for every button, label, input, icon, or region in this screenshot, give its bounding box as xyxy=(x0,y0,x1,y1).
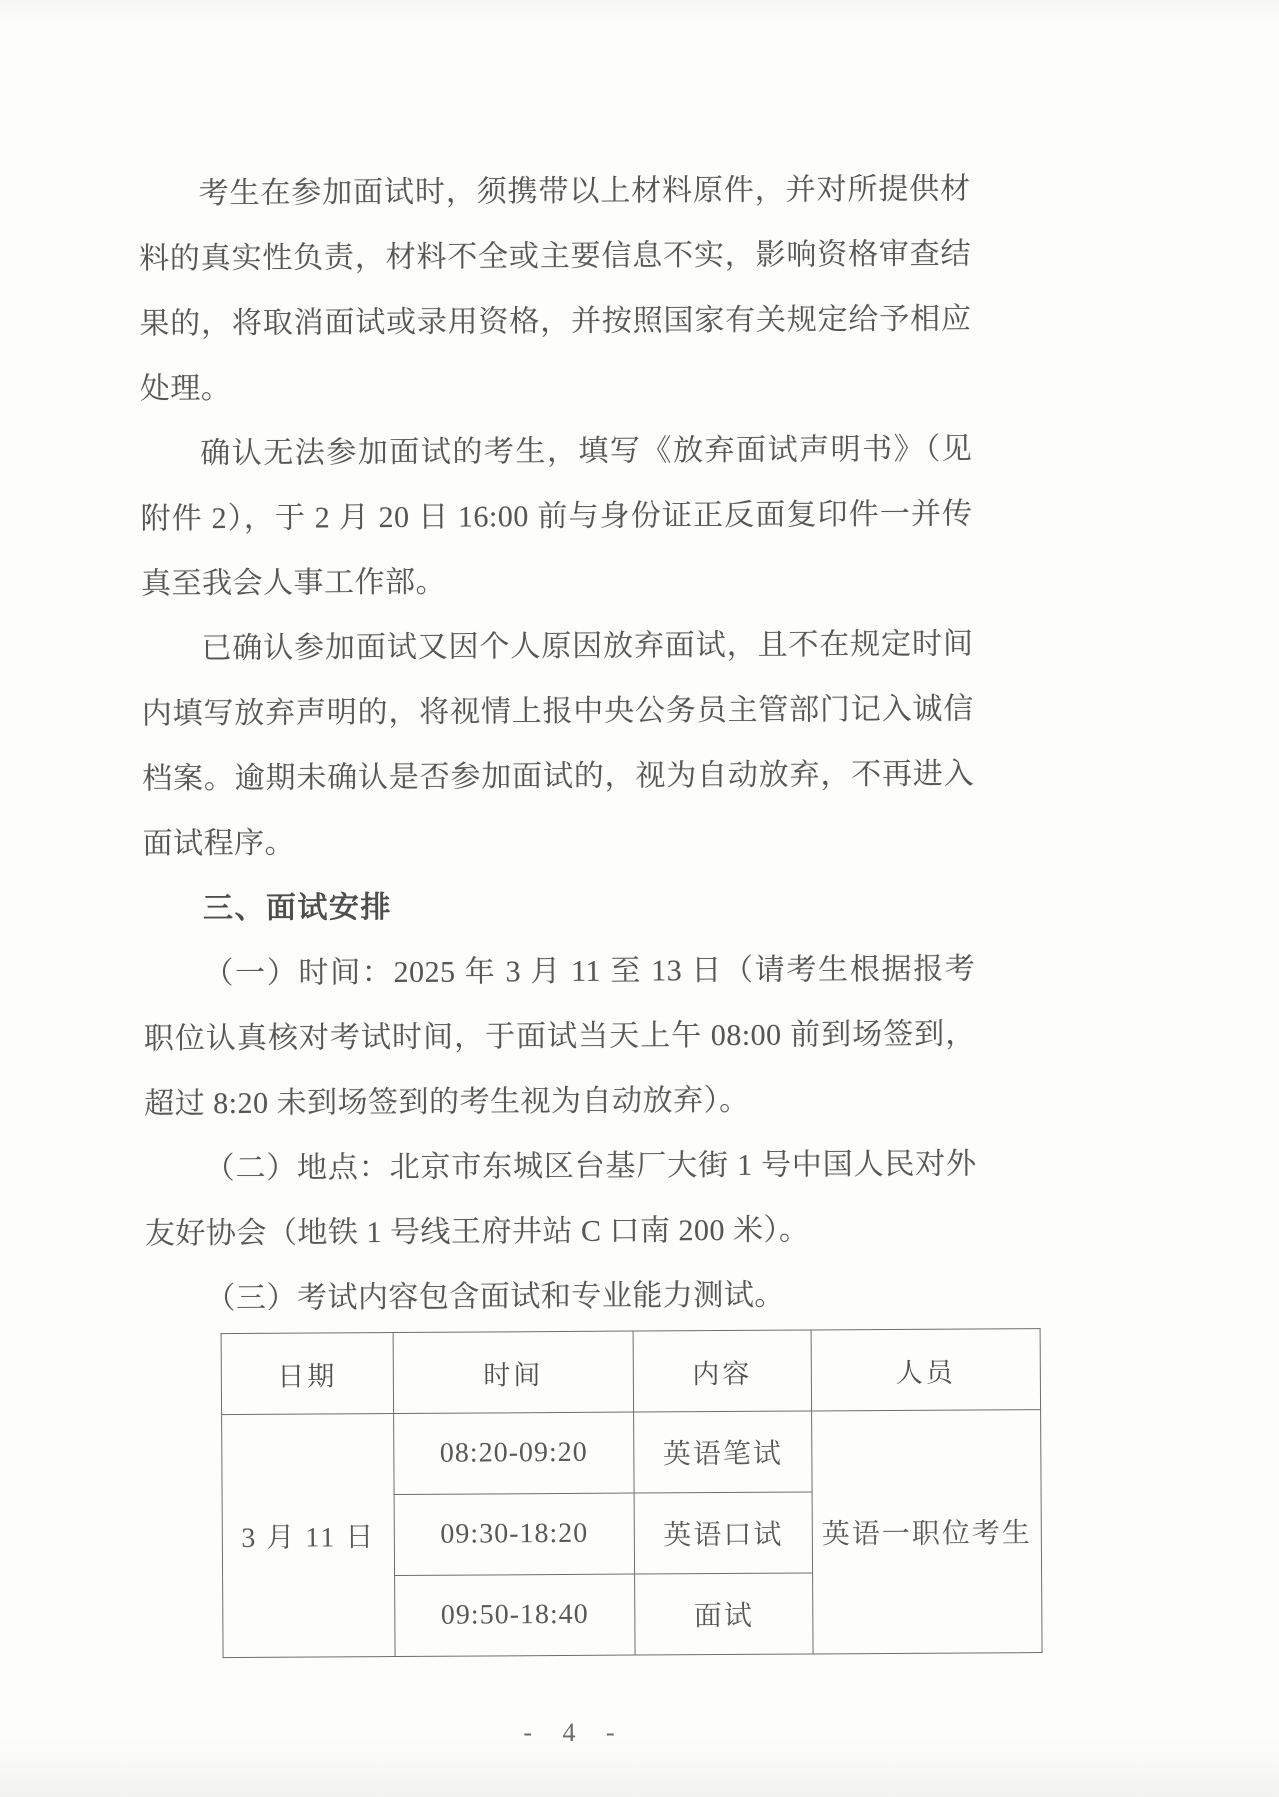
table-cell-personnel: 英语一职位考生 xyxy=(812,1410,1042,1654)
table-cell-content: 英语笔试 xyxy=(634,1411,812,1493)
table-cell-time: 08:20-09:20 xyxy=(394,1412,634,1494)
table-cell-time: 09:30-18:20 xyxy=(394,1493,634,1575)
table-cell-date: 3 月 11 日 xyxy=(222,1414,395,1658)
table-cell-time: 09:50-18:40 xyxy=(395,1574,635,1656)
document-content xyxy=(138,156,1032,1658)
paragraph-interview-location: （二）地点：北京市东城区台基厂大街 1 号中国人民对外友好协会（地铁 1 号线王府井站 C 口南 200 米）。 xyxy=(144,1147,977,1251)
paragraph-waiver-statement: 确认无法参加面试的考生，填写《放弃面试声明书》（见附件 2），于 2 月 20 日 16:00 前与身份证正反面复印件一并传真至我会人事工作部。 xyxy=(140,432,973,601)
table-header-date: 日期 xyxy=(221,1333,393,1415)
table-header-time: 时间 xyxy=(393,1331,633,1413)
table-header-content: 内容 xyxy=(633,1330,811,1412)
table-header-row xyxy=(221,1329,1040,1415)
paragraph-interview-time: （一）时间：2025 年 3 月 11 至 13 日（请考生根据报考职位认真核对考试时间，于面试当天上午 08:00 前到场签到，超过 8:20 未到场签到的考生视为自动放弃）。 xyxy=(143,952,976,1121)
table-header-personnel: 人员 xyxy=(811,1329,1040,1411)
paragraph-integrity-record: 已确认参加面试又因个人原因放弃面试，且不在规定时间内填写放弃声明的，将视情上报中央公务员主管部门记入诚信档案。逾期未确认是否参加面试的，视为自动放弃，不再进入面试程序。 xyxy=(141,627,975,861)
paragraph-exam-content: （三）考试内容包含面试和专业能力测试。 xyxy=(205,1278,785,1316)
table-row xyxy=(222,1410,1041,1496)
page-number: - 4 - xyxy=(523,1718,627,1747)
table-cell-content: 英语口试 xyxy=(634,1492,812,1574)
section-heading-interview-arrangement: 三、面试安排 xyxy=(202,891,393,926)
table-cell-content: 面试 xyxy=(635,1573,813,1655)
schedule-table xyxy=(221,1328,1043,1658)
paragraph-materials-notice: 考生在参加面试时，须携带以上材料原件，并对所提供材料的真实性负责，材料不全或主要信息不实，影响资格审查结果的，将取消面试或录用资格，并按照国家有关规定给予相应处理。 xyxy=(138,172,972,406)
